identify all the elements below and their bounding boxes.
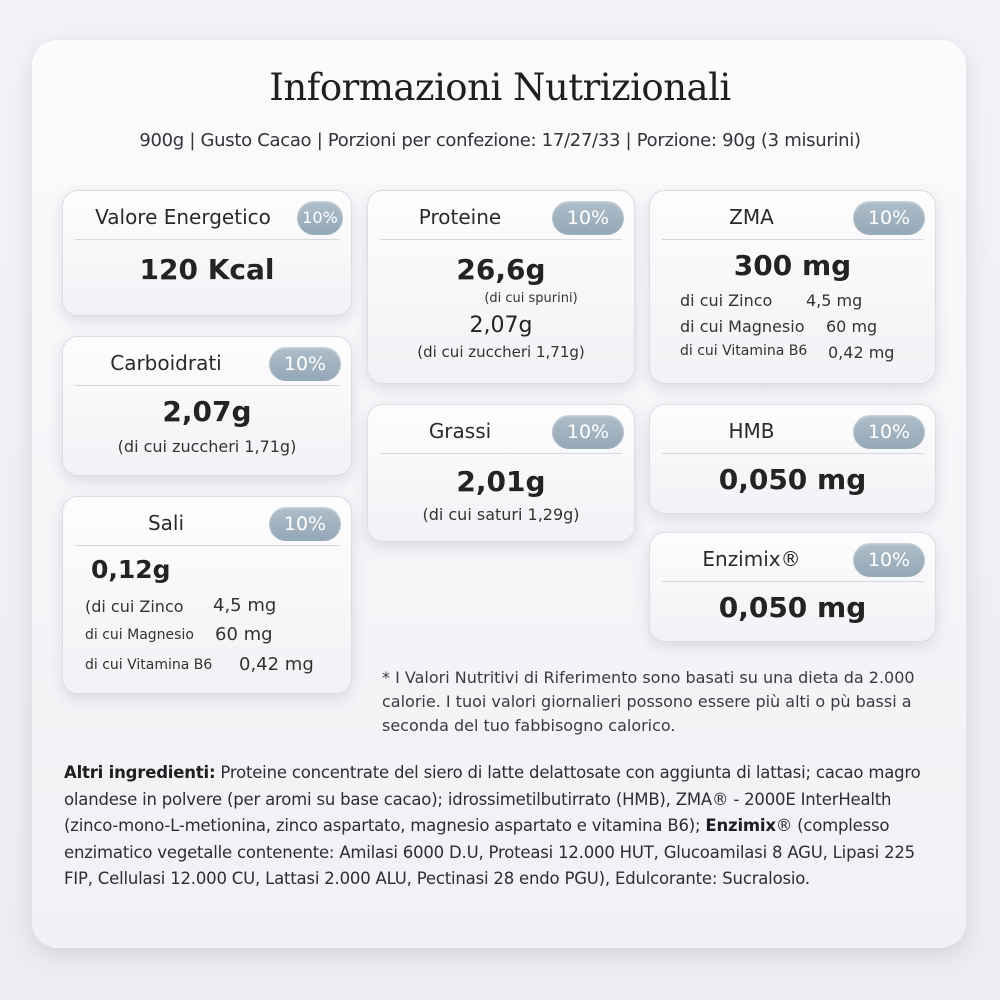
card-fats-sub: (di cui saturi 1,29g) bbox=[422, 505, 580, 524]
card-salt bbox=[62, 496, 352, 694]
card-salt-line-amount: 60 mg bbox=[215, 624, 273, 645]
card-carbs-sub: (di cui zuccheri 1,71g) bbox=[117, 437, 297, 456]
card-carbs-value: 2,07g bbox=[162, 395, 252, 428]
card-carbs-label: Carboidrati bbox=[110, 351, 222, 375]
card-zma-value: 300 mg bbox=[733, 249, 852, 282]
card-carbs-divider bbox=[75, 385, 339, 386]
card-protein-sub2: (di cui zuccheri 1,71g) bbox=[417, 343, 585, 361]
reference-note: * I Valori Nutritivi di Riferimento sono basati su una dieta da 2.000 calorie. I tuoi valori giornalieri possono essere più alti o pù bassi a seconda del tuo fabbisogno calorico. bbox=[382, 668, 915, 735]
card-salt-divider bbox=[75, 545, 339, 546]
card-zma-line-amount: 60 mg bbox=[826, 317, 878, 336]
card-zma-line-name: di cui Zinco bbox=[680, 291, 773, 310]
card-salt-value: 0,12g bbox=[91, 555, 171, 584]
ingredients-part2: ® (complesso enzimatico vegetalle contenente: Amilasi 6000 D.U, Proteasi 12.000 HUT, Glucoamilasi 8 AGU, Lipasi 225 FIP, Cellulasi 12.000 CU, Lattasi 2.000 ALU, Pectinasi 28 endo PGU), Edulcorante: Sucralosio. bbox=[64, 816, 915, 888]
card-energy-value: 120 Kcal bbox=[139, 253, 275, 286]
page-title: Informazioni Nutrizionali bbox=[269, 66, 731, 109]
card-energy-divider bbox=[75, 239, 339, 240]
card-enzimix-badge: 10% bbox=[853, 543, 925, 577]
card-carbs-badge: 10% bbox=[269, 347, 341, 381]
card-enzimix-value: 0,050 mg bbox=[718, 591, 867, 624]
card-zma-line-name: di cui Vitamina B6 bbox=[680, 343, 808, 359]
card-fats bbox=[367, 404, 635, 542]
card-zma-label: ZMA bbox=[729, 205, 774, 229]
card-protein-divider bbox=[380, 239, 622, 240]
card-carbs bbox=[62, 336, 352, 476]
card-zma-divider bbox=[662, 239, 923, 240]
card-salt-line-name: di cui Vitamina B6 bbox=[85, 657, 213, 673]
card-enzimix-label: Enzimix® bbox=[702, 547, 801, 571]
card-salt-badge: 10% bbox=[269, 507, 341, 541]
card-fats-divider bbox=[380, 453, 622, 454]
card-energy-label: Valore Energetico bbox=[95, 205, 271, 229]
card-zma-line-amount: 4,5 mg bbox=[806, 291, 863, 310]
card-salt-line-amount: 0,42 mg bbox=[239, 654, 314, 675]
card-enzimix-divider bbox=[662, 581, 923, 582]
ingredients-part1: Proteine concentrate del siero di latte delattosate con aggiunta di lattasi; cacao magro olandese in polvere (per aromi su base cacao); idrossimetilbutirrato (HMB), ZMA® - 2000E InterHealth (zinco-mono-L-metionina, zinco aspartato, magnesio aspartato e vitamina B6); bbox=[64, 763, 921, 835]
card-hmb-label: HMB bbox=[728, 419, 775, 443]
ingredients-heading: Altri ingredienti: bbox=[64, 763, 216, 782]
card-fats-badge: 10% bbox=[552, 415, 624, 449]
card-zma-line-amount: 0,42 mg bbox=[828, 343, 895, 362]
card-protein-sub1: (di cui spurini) bbox=[484, 291, 578, 306]
card-protein-value: 26,6g bbox=[456, 253, 546, 286]
card-salt-line-name: (di cui Zinco bbox=[85, 597, 184, 616]
card-zma-badge: 10% bbox=[853, 201, 925, 235]
card-salt-label: Sali bbox=[147, 511, 185, 535]
card-hmb-divider bbox=[662, 453, 923, 454]
card-salt-line-amount: 4,5 mg bbox=[213, 595, 277, 616]
card-energy bbox=[62, 190, 352, 316]
card-salt-line-name: di cui Magnesio bbox=[85, 627, 194, 643]
card-zma-line-name: di cui Magnesio bbox=[680, 317, 805, 336]
card-fats-value: 2,01g bbox=[456, 465, 546, 498]
card-enzimix bbox=[649, 532, 936, 642]
card-hmb-value: 0,050 mg bbox=[718, 463, 867, 496]
ingredients-text bbox=[64, 760, 944, 893]
card-hmb-badge: 10% bbox=[853, 415, 925, 449]
card-zma bbox=[649, 190, 936, 384]
card-protein bbox=[367, 190, 635, 384]
ingredients-enzimix: Enzimix bbox=[705, 816, 776, 835]
card-protein-value2: 2,07g bbox=[469, 313, 533, 338]
product-subtitle: 900g | Gusto Cacao | Porzioni per confezione: 17/27/33 | Porzione: 90g (3 misurini) bbox=[139, 130, 861, 151]
card-energy-badge: 10% bbox=[297, 201, 343, 235]
card-hmb bbox=[649, 404, 936, 514]
card-protein-badge: 10% bbox=[552, 201, 624, 235]
card-fats-label: Grassi bbox=[428, 419, 492, 443]
card-protein-label: Proteine bbox=[418, 205, 502, 229]
